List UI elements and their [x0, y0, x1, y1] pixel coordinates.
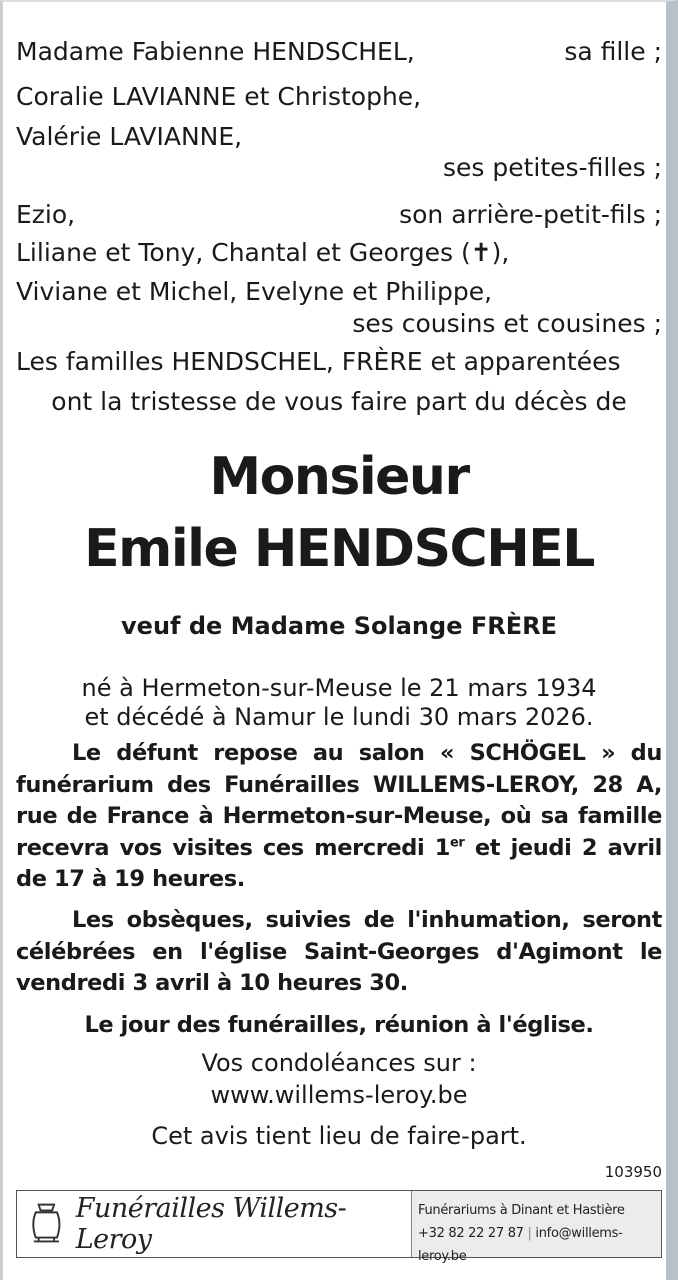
urn-icon	[27, 1198, 66, 1250]
funeral-home-contact-line	[418, 1222, 655, 1268]
widower-line: veuf de Madame Solange FRÈRE	[121, 612, 557, 640]
visitation-superscript: er	[450, 835, 465, 850]
visitation-text-2: et jeudi 2 avril de 17 à 19 heures.	[16, 834, 662, 892]
daughter-relation: sa fille ;	[564, 37, 662, 66]
meeting-line: Le jour des funérailles, réunion à l'église.	[84, 1012, 594, 1038]
grandchildren-relation: ses petites-filles ;	[442, 153, 662, 182]
contact-separator: |	[527, 1226, 532, 1241]
cousins-relation: ses cousins et cousines ;	[352, 309, 662, 338]
notice-line: Cet avis tient lieu de faire-part.	[151, 1122, 527, 1150]
deceased-name: Emile HENDSCHEL	[84, 519, 594, 579]
visitation-paragraph	[16, 738, 662, 896]
grandchild-2: Valérie LAVIANNE,	[16, 122, 243, 151]
funeral-home-contact	[412, 1191, 661, 1264]
phone-number: +32 82 22 27 87	[418, 1226, 524, 1241]
visitation-text-1: Le défunt repose au salon « SCHÖGEL » du funérarium des Funérailles WILLEMS-LEROY, 28 A, rue de France à Hermeton-sur-Meuse, où sa famille recevra vos visites ces mercredi 1	[16, 740, 662, 861]
condolences-line-1: Vos condoléances sur :	[201, 1049, 477, 1077]
funeral-home-name: Funérailles Willems-Leroy	[75, 1193, 347, 1255]
families: Les familles HENDSCHEL, FRÈRE et apparentées	[16, 347, 621, 376]
great-grandchild-name: Ezio,	[16, 200, 76, 229]
death-line: et décédé à Namur le lundi 30 mars 2026.	[84, 703, 594, 731]
email-address: info@willems-leroy.be	[418, 1226, 623, 1264]
funeral-home-brand	[17, 1191, 412, 1257]
deceased-title: Monsieur	[209, 447, 469, 507]
reference-number: 103950	[604, 1163, 662, 1181]
grandchild-1: Coralie LAVIANNE et Christophe,	[16, 82, 422, 111]
cousins-2: Viviane et Michel, Evelyne et Philippe,	[16, 277, 493, 306]
daughter-name: Madame Fabienne HENDSCHEL,	[16, 37, 415, 66]
great-grandchild-relation: son arrière-petit-fils ;	[399, 200, 662, 229]
announcement-line: ont la tristesse de vous faire part du décès de	[51, 387, 627, 416]
condolences-url: www.willems-leroy.be	[210, 1081, 468, 1109]
cousins-1: Liliane et Tony, Chantal et Georges (✝),	[16, 238, 510, 267]
funeral-home-locations: Funérariums à Dinant et Hastière	[418, 1203, 625, 1218]
funeral-text: Les obsèques, suivies de l'inhumation, seront célébrées en l'église Saint-Georges d'Agimont le vendredi 3 avril à 10 heures 30.	[16, 907, 662, 996]
birth-line: né à Hermeton-sur-Meuse le 21 mars 1934	[81, 674, 597, 702]
funeral-paragraph	[16, 905, 662, 1000]
funeral-home-banner	[16, 1190, 662, 1264]
